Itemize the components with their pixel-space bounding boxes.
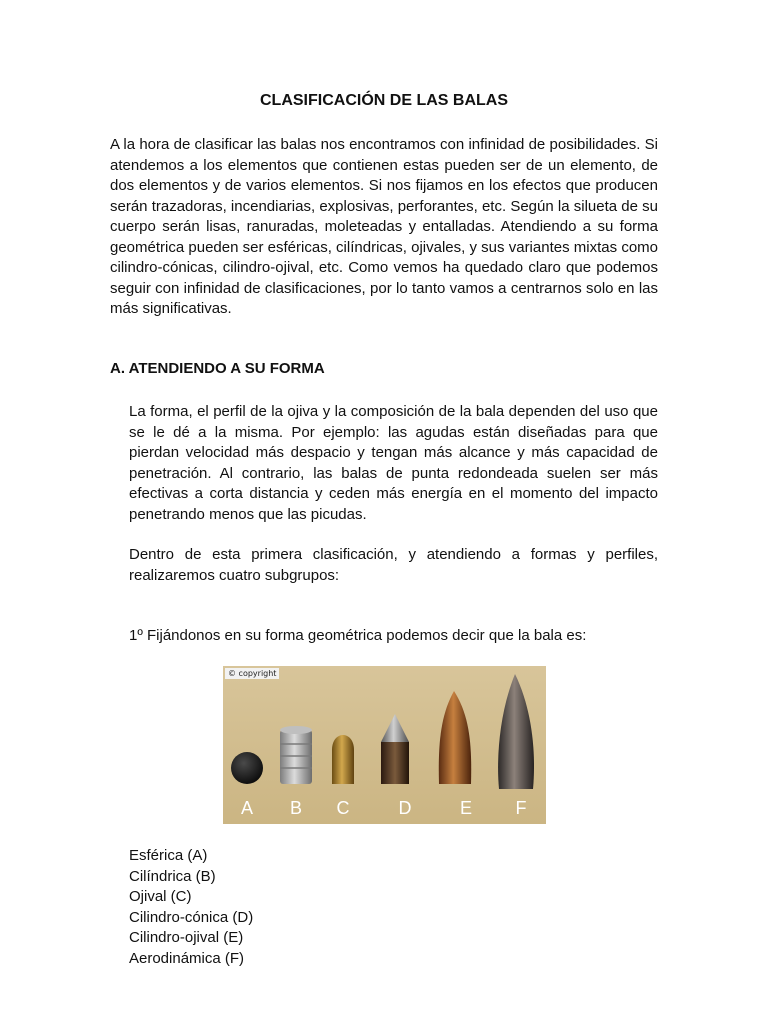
bullet-e-cylindro-ogival [439,691,471,784]
bullet-shapes-illustration [223,666,546,824]
figure-label-d: D [398,798,412,818]
section-a-paragraph-1: La forma, el perfil de la ojiva y la composición de la bala dependen del uso que se le dé a la misma. Por ejemplo: las agudas están diseñadas para que pierdan velocidad más despacio y tengan más alcance y más capacidad de penetración. Al contrario, las balas de punta redondeada suelen ser más efectivas a corta distancia y ceden más energía en el momento del impacto penetrando menos que las picudas. [129,403,658,523]
section-a-heading: A. ATENDIENDO A SU FORMA [110,360,325,377]
bullet-b-cylinder [280,726,312,784]
bullet-a-sphere [231,752,263,784]
figure-label-f: F [515,798,527,818]
list-item: Esférica (A) [129,847,208,864]
figure-label-e: E [459,798,472,818]
intro-paragraph: A la hora de clasificar las balas nos encontramos con infinidad de posibilidades. Si atendemos a los elementos que contienen estas pueden ser de un elemento, de dos elementos y de varios elementos. Si nos fijamos en los efectos que producen serán trazadoras, incendiarias, explosivas, perforantes, etc. Según la silueta de su cuerpo serán lisas, ranuradas, moleteadas y entalladas. Atendiendo a su forma geométrica pueden ser esféricas, cilíndricas, ojivales, y sus variantes mixtas como cilindro-cónicas, cilindro-ojival, etc. Como vemos ha quedado claro que podemos seguir con infinidad de clasificaciones, por lo tanto vamos a centrarnos solo en las más significativas. [110,136,658,317]
shape-list [129,846,253,969]
section-a-paragraph-2: Dentro de esta primera clasificación, y atendiendo a formas y perfiles, realizaremos cuatro subgrupos: [129,546,658,584]
figure-label-a: A [240,798,253,818]
list-item: Ojival (C) [129,888,192,905]
bullet-f-aerodynamic [498,674,534,789]
figure-label-b: B [289,798,302,818]
list-item: Cilindro-cónica (D) [129,908,254,926]
copyright-tag: © copyright [225,668,279,679]
list-item: Cilindro-ojival (E) [129,929,244,946]
section-a-paragraph-3: 1º Fijándonos en su forma geométrica podemos decir que la bala es: [129,627,587,644]
figure-label-c: C [336,798,350,818]
list-item: Cilíndrica (B) [129,867,216,885]
bullet-c-ogival [332,735,354,784]
bullet-shapes-figure [223,666,546,824]
bullet-d-cylindro-conical [381,714,409,784]
list-item: Aerodinámica (F) [129,949,245,967]
document-title: CLASIFICACIÓN DE LAS BALAS [260,92,508,109]
